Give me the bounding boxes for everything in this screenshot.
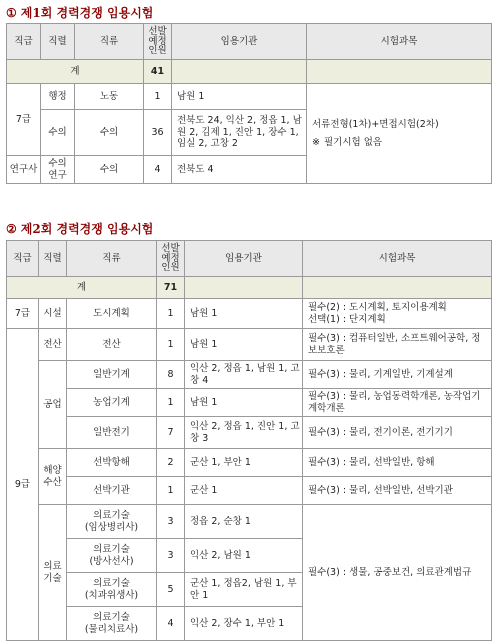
agency-cell: 전북도 24, 익산 2, 정읍 1, 남원 2, 김제 1, 진안 1, 장수 1, 임실 2, 고창 2 (172, 110, 307, 156)
total-agency (172, 60, 307, 84)
agency-cell: 익산 2, 남원 1 (185, 539, 303, 573)
total-count: 71 (157, 277, 185, 299)
grade-cell: 9급 (7, 329, 39, 641)
table-row (7, 389, 492, 417)
total-label: 계 (7, 60, 144, 84)
agency-cell: 군산 1, 정읍2, 남원 1, 부안 1 (185, 573, 303, 607)
table-row (7, 477, 492, 505)
count-cell: 1 (157, 299, 185, 329)
class-cell: 의료기술 (임상병리사) (67, 505, 157, 539)
subjects-cell: 필수(3) : 물리, 기계일반, 기계설계 (303, 361, 492, 389)
grade-cell: 연구사 (7, 156, 41, 184)
count-cell: 4 (157, 607, 185, 641)
section1-title-number: ① (6, 6, 17, 20)
subjects-cell: 필수(3) : 물리, 전기이론, 전기기기 (303, 417, 492, 449)
class-cell: 의료기술 (방사선사) (67, 539, 157, 573)
total-subjects (303, 277, 492, 299)
header-subjects: 시험과목 (303, 241, 492, 277)
agency-cell: 익산 2, 장수 1, 부안 1 (185, 607, 303, 641)
table-row (7, 299, 492, 329)
header-agency: 임용기관 (172, 24, 307, 60)
agency-cell: 전북도 4 (172, 156, 307, 184)
count-cell: 3 (157, 539, 185, 573)
agency-cell: 남원 1 (172, 84, 307, 110)
subjects-cell: 필수(3) : 물리, 선박일반, 선박기관 (303, 477, 492, 505)
section2-title-number: ② (6, 222, 17, 236)
series-cell: 시설 (39, 299, 67, 329)
agency-cell: 정읍 2, 순창 1 (185, 505, 303, 539)
agency-cell: 남원 1 (185, 389, 303, 417)
table-row (7, 505, 492, 539)
total-subjects (307, 60, 492, 84)
header-count: 선발 예정 인원 (157, 241, 185, 277)
section1-table (6, 23, 492, 184)
grade-cell: 7급 (7, 84, 41, 156)
section1-total-row (7, 60, 492, 84)
header-class: 직류 (67, 241, 157, 277)
count-cell: 1 (144, 84, 172, 110)
series-cell: 공업 (39, 361, 67, 449)
class-cell: 선박기관 (67, 477, 157, 505)
table-row (7, 84, 492, 110)
series-cell: 전산 (39, 329, 67, 361)
class-cell: 전산 (67, 329, 157, 361)
subjects-cell: 필수(3) : 물리, 농업동력학개론, 농작업기계학개론 (303, 389, 492, 417)
subjects-cell: 필수(3) : 생물, 공중보건, 의료관계법규 (303, 505, 492, 641)
agency-cell: 남원 1 (185, 329, 303, 361)
series-cell: 의료 기술 (39, 505, 67, 641)
header-grade: 직급 (7, 241, 39, 277)
header-agency: 임용기관 (185, 241, 303, 277)
class-cell: 일반기계 (67, 361, 157, 389)
count-cell: 2 (157, 449, 185, 477)
class-cell: 선박항해 (67, 449, 157, 477)
section2-table (6, 240, 492, 641)
count-cell: 4 (144, 156, 172, 184)
series-cell: 해양 수산 (39, 449, 67, 505)
agency-cell: 익산 2, 정읍 1, 진안 1, 고창 3 (185, 417, 303, 449)
count-cell: 1 (157, 477, 185, 505)
subjects-cell: 필수(3) : 물리, 선박일반, 항해 (303, 449, 492, 477)
agency-cell: 익산 2, 정읍 1, 남원 1, 고창 4 (185, 361, 303, 389)
grade-cell: 7급 (7, 299, 39, 329)
class-cell: 의료기술 (물리치료사) (67, 607, 157, 641)
count-cell: 36 (144, 110, 172, 156)
class-cell: 수의 (75, 110, 144, 156)
table-row (7, 417, 492, 449)
note-mark: ※ (312, 136, 320, 148)
subjects-cell: 필수(2) : 도시계획, 토지이용계획 선택(1) : 단지계획 (303, 299, 492, 329)
section2-total-row (7, 277, 492, 299)
class-cell: 도시계획 (67, 299, 157, 329)
count-cell: 5 (157, 573, 185, 607)
class-cell: 의료기술 (치과위생사) (67, 573, 157, 607)
total-label: 계 (7, 277, 157, 299)
series-cell: 행정 (41, 84, 75, 110)
table-row (7, 361, 492, 389)
header-subjects: 시험과목 (307, 24, 492, 60)
count-cell: 7 (157, 417, 185, 449)
header-series: 직렬 (39, 241, 67, 277)
subjects-cell (307, 84, 492, 184)
count-cell: 8 (157, 361, 185, 389)
class-cell: 노동 (75, 84, 144, 110)
count-cell: 1 (157, 389, 185, 417)
agency-cell: 군산 1 (185, 477, 303, 505)
table-row (7, 329, 492, 361)
section2-header-row (7, 241, 492, 277)
total-count: 41 (144, 60, 172, 84)
note-line (312, 137, 489, 148)
note-text: 필기시험 없음 (323, 136, 383, 148)
subjects-cell: 필수(3) : 컴퓨터일반, 소프트웨어공학, 정보보호론 (303, 329, 492, 361)
subjects-text: 서류전형(1차)+면접시험(2차) (312, 119, 439, 131)
table-row (7, 449, 492, 477)
agency-cell: 남원 1 (185, 299, 303, 329)
class-cell: 수의 (75, 156, 144, 184)
header-class: 직류 (75, 24, 144, 60)
section1-title (6, 4, 153, 21)
count-cell: 3 (157, 505, 185, 539)
section1-title-text: 제1회 경력경쟁 임용시험 (20, 6, 154, 20)
agency-cell: 군산 1, 부안 1 (185, 449, 303, 477)
header-grade: 직급 (7, 24, 41, 60)
section2-title-text: 제2회 경력경쟁 임용시험 (20, 222, 154, 236)
series-cell: 수의 연구 (41, 156, 75, 184)
count-cell: 1 (157, 329, 185, 361)
header-count: 선발 예정 인원 (144, 24, 172, 60)
section1-header-row (7, 24, 492, 60)
header-series: 직렬 (41, 24, 75, 60)
total-agency (185, 277, 303, 299)
class-cell: 일반전기 (67, 417, 157, 449)
series-cell: 수의 (41, 110, 75, 156)
section2-title (6, 220, 153, 237)
class-cell: 농업기계 (67, 389, 157, 417)
